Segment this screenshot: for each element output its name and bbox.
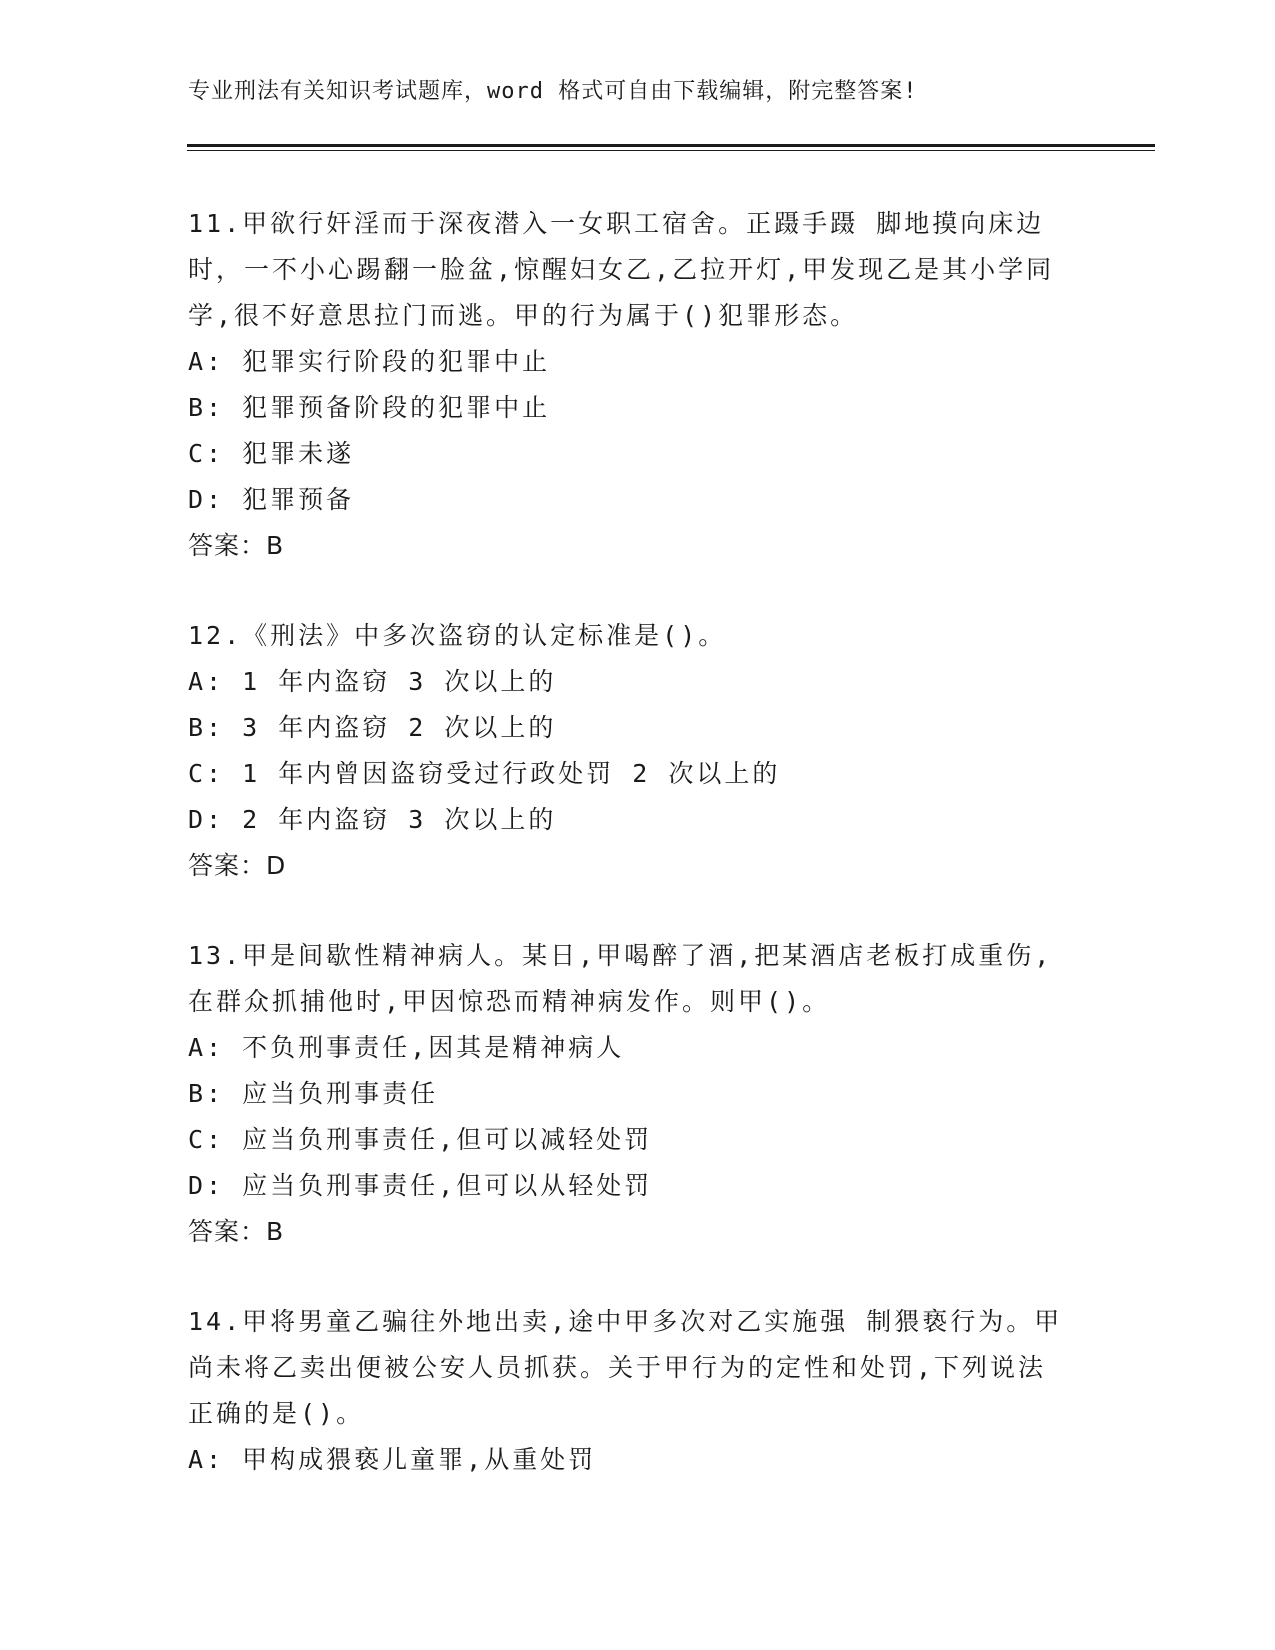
question-text-line: 在群众抓捕他时,甲因惊恐而精神病发作。则甲()。 [188,987,831,1016]
option-c: C: 1 年内曾因盗窃受过行政处罚 2 次以上的 [188,759,781,788]
option-b: B: 犯罪预备阶段的犯罪中止 [188,393,551,422]
page-header: 专业刑法有关知识考试题库，word 格式可自由下载编辑，附完整答案! [188,79,918,104]
header-rule-thin [187,150,1155,151]
question-text-line: 14.甲将男童乙骗往外地出卖,途中甲多次对乙实施强 制猥亵行为。甲 [188,1307,1063,1336]
question-13 [188,933,1068,1255]
question-14 [188,1299,1068,1483]
option-c: C: 应当负刑事责任,但可以减轻处罚 [188,1125,653,1154]
answer-line: 答案：B [188,531,285,560]
header-rule-thick [187,144,1155,147]
question-text-line: 时，一不小心踢翻一脸盆,惊醒妇女乙,乙拉开灯,甲发现乙是其小学同 [188,255,1055,284]
question-11 [188,201,1068,569]
question-text-line: 11.甲欲行奸淫而于深夜潜入一女职工宿舍。正蹑手蹑 脚地摸向床边 [188,209,1045,238]
question-text-line: 尚未将乙卖出便被公安人员抓获。关于甲行为的定性和处罚,下列说法 [188,1353,1047,1382]
option-d: D: 犯罪预备 [188,485,355,514]
option-d: D: 2 年内盗窃 3 次以上的 [188,805,557,834]
answer-line: 答案：B [188,1217,285,1246]
option-c: C: 犯罪未遂 [188,439,355,468]
option-d: D: 应当负刑事责任,但可以从轻处罚 [188,1171,653,1200]
question-text-line: 12.《刑法》中多次盗窃的认定标准是()。 [188,621,727,650]
question-text-line: 正确的是()。 [188,1399,365,1428]
option-a: A: 不负刑事责任,因其是精神病人 [188,1033,625,1062]
option-a: A: 1 年内盗窃 3 次以上的 [188,667,557,696]
option-a: A: 犯罪实行阶段的犯罪中止 [188,347,551,376]
answer-line: 答案：D [188,851,287,880]
question-text-line: 学,很不好意思拉门而逃。甲的行为属于()犯罪形态。 [188,301,859,330]
option-b: B: 应当负刑事责任 [188,1079,439,1108]
question-12 [188,613,1068,889]
question-text-line: 13.甲是间歇性精神病人。某日,甲喝醉了酒,把某酒店老板打成重伤, [188,941,1053,970]
question-list [188,201,1068,1527]
option-a: A: 甲构成猥亵儿童罪,从重处罚 [188,1445,597,1474]
option-b: B: 3 年内盗窃 2 次以上的 [188,713,557,742]
